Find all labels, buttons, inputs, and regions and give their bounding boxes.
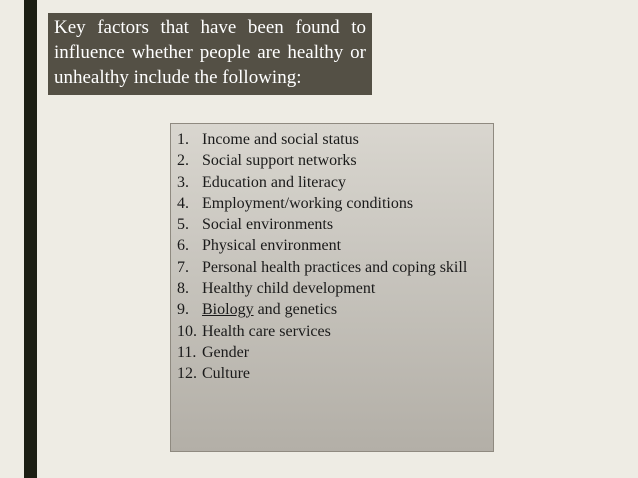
heading-text: Key factors that have been found to influence whether people are healthy or unhealthy include the following:	[54, 17, 366, 88]
list-item-number: 11.	[177, 343, 197, 361]
list-item-text: Healthy child development	[202, 280, 376, 298]
list-item	[177, 278, 485, 299]
list-item-number: 3.	[177, 173, 189, 191]
list-item	[177, 363, 485, 384]
list-item-text: Income and social status	[202, 131, 359, 148]
list-item-text: Physical environment	[202, 237, 342, 255]
list-item	[177, 321, 485, 342]
list-item	[177, 193, 485, 214]
list-item-number: 1.	[177, 131, 189, 148]
list-item	[177, 129, 485, 150]
list-item-text: Social environments	[202, 216, 334, 234]
list-item-number: 6.	[177, 237, 189, 255]
list-item-number: 2.	[177, 152, 189, 170]
list-item-text	[202, 299, 485, 320]
list-item-number: 8.	[177, 280, 189, 298]
underlined-word: Biology	[202, 301, 254, 319]
list-item	[177, 172, 485, 193]
list-item	[177, 299, 485, 320]
list-item-number: 4.	[177, 194, 189, 212]
list-item-number: 12.	[177, 365, 197, 383]
list-item-number: 9.	[177, 301, 189, 319]
list-item-text: Gender	[202, 343, 250, 361]
left-accent-bar	[24, 0, 37, 478]
list-item-text: Education and literacy	[202, 173, 346, 191]
list-item	[177, 235, 485, 256]
factors-list	[177, 129, 485, 385]
list-item	[177, 257, 485, 278]
list-item-text: Social support networks	[202, 152, 357, 170]
list-item	[177, 342, 485, 363]
list-item-text: Personal health practices and coping skill	[202, 258, 468, 276]
list-item-number: 5.	[177, 216, 189, 234]
list-item	[177, 214, 485, 235]
list-item-text-rest: and genetics	[253, 301, 338, 319]
list-item-number: 7.	[177, 258, 189, 276]
list-item	[177, 150, 485, 171]
factors-list-box	[170, 123, 494, 452]
list-item-text: Employment/working conditions	[202, 194, 414, 212]
list-item-text: Culture	[202, 365, 250, 383]
list-item-number: 10.	[177, 322, 197, 340]
list-item-text: Health care services	[202, 322, 331, 340]
heading-box	[48, 13, 372, 95]
